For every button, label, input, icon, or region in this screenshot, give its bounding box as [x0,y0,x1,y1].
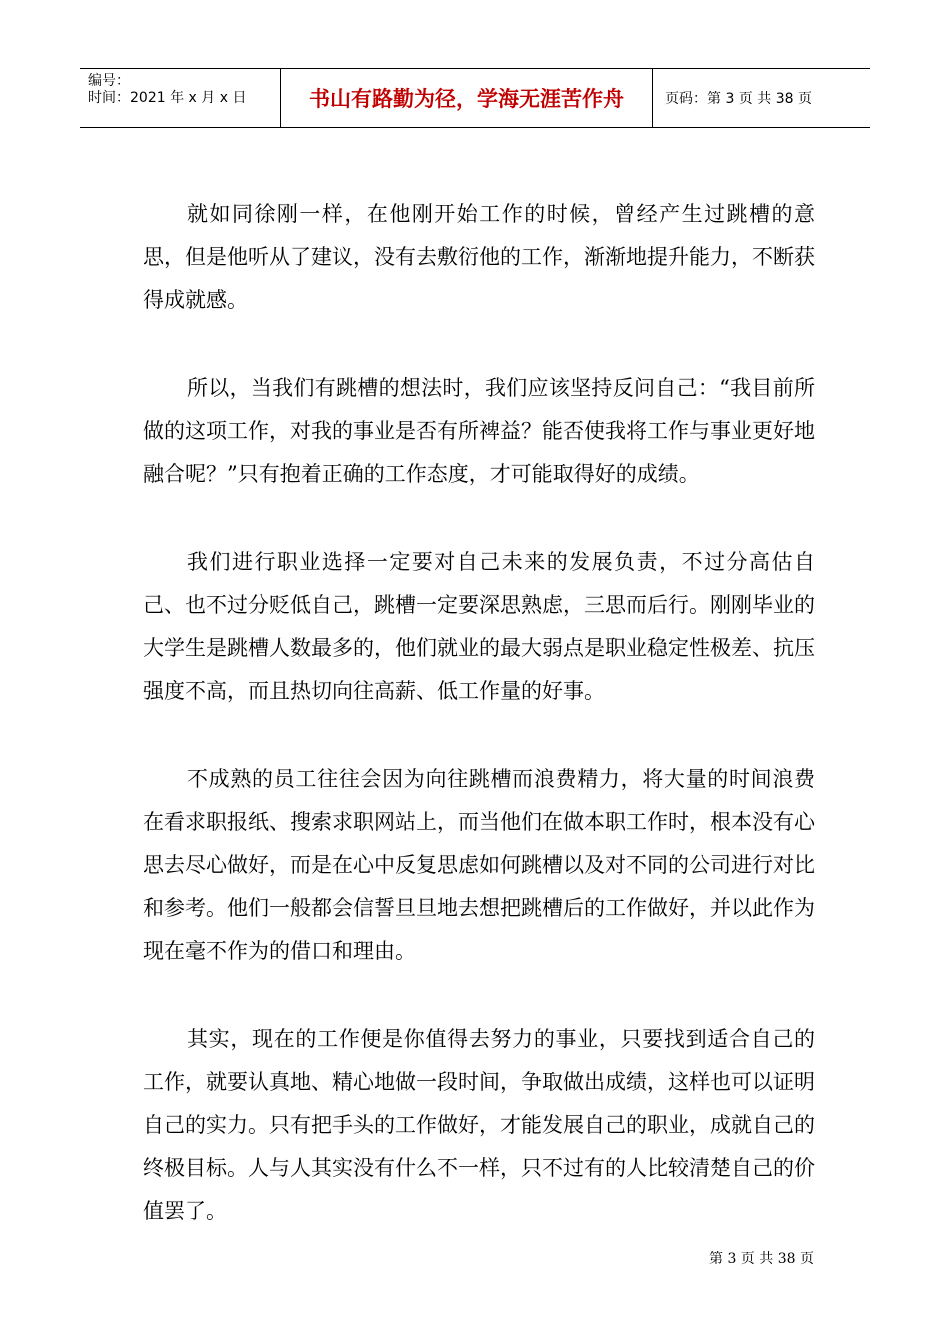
paragraph: 我们进行职业选择一定要对自己未来的发展负责，不过分高估自己、也不过分贬低自己，跳槽一定要深思熟虑，三思而后行。刚刚毕业的大学生是跳槽人数最多的，他们就业的最大弱点是职业稳定性极差、抗压强度不高，而且热切向往高薪、低工作量的好事。 [143,550,815,703]
header-motto: 书山有路勤为径，学海无涯苦作舟 [281,69,653,127]
paragraph: 所以，当我们有跳槽的想法时，我们应该坚持反问自己：“我目前所做的这项工作，对我的事业是否有所裨益？能否使我将工作与事业更好地融合呢？”只有抱着正确的工作态度，才可能取得好的成绩。 [143,376,815,486]
document-header [80,68,870,128]
header-meta [80,69,281,127]
paragraph: 其实，现在的工作便是你值得去努力的事业，只要找到适合自己的工作，就要认真地、精心地做一段时间，争取做出成绩，这样也可以证明自己的实力。只有把手头的工作做好，才能发展自己的职业，成就自己的终极目标。人与人其实没有什么不一样，只不过有的人比较清楚自己的价值罢了。 [143,1027,815,1223]
paragraph: 不成熟的员工往往会因为向往跳槽而浪费精力，将大量的时间浪费在看求职报纸、搜索求职网站上，而当他们在做本职工作时，根本没有心思去尽心做好，而是在心中反复思虑如何跳槽以及对不同的公司进行对比和参考。他们一般都会信誓旦旦地去想把跳槽后的工作做好，并以此作为现在毫不作为的借口和理由。 [143,767,815,963]
number-label: 编号： [88,73,130,89]
page-footer: 第 3 页 共 38 页 [709,1251,814,1267]
time-label: 时间：2021 年 x 月 x 日 [88,90,247,106]
document-body [143,193,815,1278]
paragraph: 就如同徐刚一样，在他刚开始工作的时候，曾经产生过跳槽的意思，但是他听从了建议，没有去敷衍他的工作，渐渐地提升能力，不断获得成就感。 [143,202,815,312]
header-page-code: 页码：第 3 页 共 38 页 [665,91,812,107]
